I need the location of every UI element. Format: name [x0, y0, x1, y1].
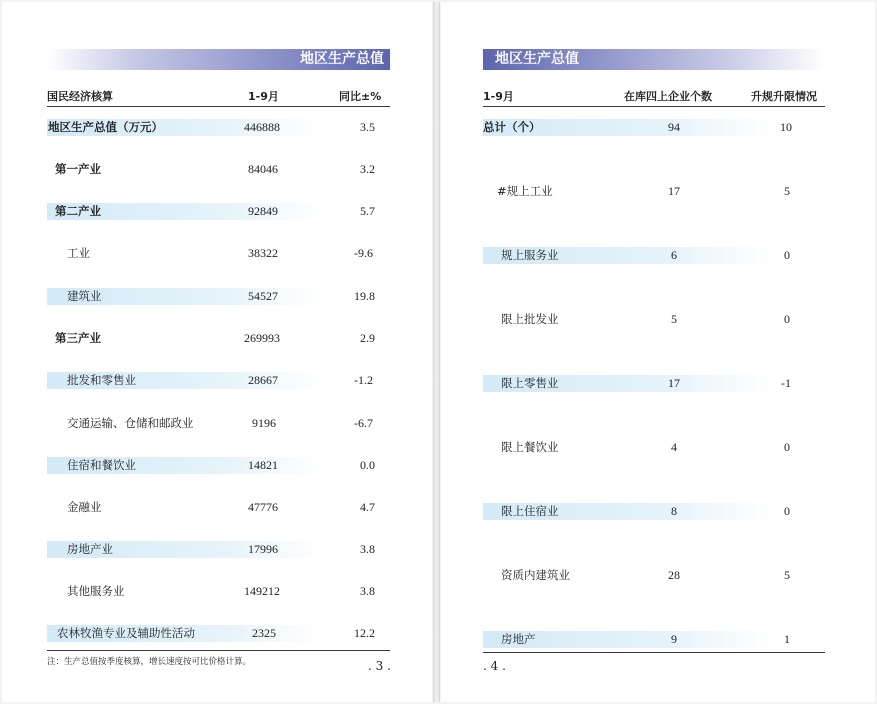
- row-change: 0: [784, 312, 790, 326]
- row-change: 19.8: [354, 289, 375, 303]
- table-row: [47, 415, 390, 432]
- row-label: 建筑业: [67, 289, 102, 303]
- row-value: 94: [668, 120, 680, 134]
- row-change: -1: [781, 376, 791, 390]
- row-value: 92849: [248, 204, 278, 218]
- row-change: 2.9: [360, 331, 375, 345]
- row-value: 5: [671, 312, 677, 326]
- row-value: 47776: [248, 500, 278, 514]
- page-number: . 4 .: [483, 659, 506, 673]
- row-label: 第一产业: [55, 162, 101, 176]
- right-page: [441, 2, 875, 702]
- page-number: . 3 .: [368, 659, 391, 673]
- table-row: [47, 119, 390, 136]
- table-row: [47, 288, 390, 305]
- row-label: 限上零售业: [501, 376, 559, 390]
- table-row: [47, 245, 390, 262]
- table-row: [47, 541, 390, 558]
- row-label: 金融业: [67, 500, 102, 514]
- table-row: [483, 439, 825, 456]
- row-value: 84046: [248, 162, 278, 176]
- left-bottom-rule: [47, 650, 390, 651]
- row-label: 限上批发业: [501, 312, 559, 326]
- table-row: [47, 499, 390, 516]
- table-row: [483, 375, 825, 392]
- row-label: 批发和零售业: [67, 373, 136, 387]
- left-header-period: 1-9月: [248, 90, 279, 103]
- left-page: [2, 2, 432, 702]
- row-value: 17: [668, 376, 680, 390]
- row-label: 限上住宿业: [501, 504, 559, 518]
- row-change: 5: [784, 184, 790, 198]
- row-change: 0: [784, 440, 790, 454]
- row-value: 17: [668, 184, 680, 198]
- row-change: 3.8: [360, 542, 375, 556]
- right-header-enterprise-count: 在库四上企业个数: [624, 90, 712, 103]
- row-value: 269993: [244, 331, 280, 345]
- row-label: 农林牧渔专业及辅助性活动: [57, 626, 195, 640]
- row-change: 12.2: [354, 626, 375, 640]
- row-value: 9: [671, 632, 677, 646]
- table-row: [47, 161, 390, 178]
- row-label: 其他服务业: [67, 584, 125, 598]
- row-value: 446888: [244, 120, 280, 134]
- row-change: 5.7: [360, 204, 375, 218]
- row-change: 0: [784, 504, 790, 518]
- table-row: [483, 183, 825, 200]
- row-change: 3.2: [360, 162, 375, 176]
- row-label: 工业: [67, 246, 90, 260]
- table-row: [483, 503, 825, 520]
- right-banner: [483, 49, 825, 70]
- row-value: 54527: [248, 289, 278, 303]
- row-change: -1.2: [354, 373, 373, 387]
- row-change: 0: [784, 248, 790, 262]
- row-label: 第二产业: [55, 204, 101, 218]
- row-change: 10: [780, 120, 792, 134]
- row-change: 4.7: [360, 500, 375, 514]
- table-row: [47, 330, 390, 347]
- row-value: 8: [671, 504, 677, 518]
- row-label: 房地产: [501, 632, 536, 646]
- row-value: 2325: [252, 626, 276, 640]
- row-change: 3.8: [360, 584, 375, 598]
- row-value: 6: [671, 248, 677, 262]
- row-label: 资质内建筑业: [501, 568, 570, 582]
- row-label: 交通运输、仓储和邮政业: [67, 416, 194, 430]
- row-label: 住宿和餐饮业: [67, 458, 136, 472]
- footnote: 注：生产总值按季度核算，增长速度按可比价格计算。: [47, 657, 252, 667]
- left-header-yoy: 同比±%: [339, 90, 382, 103]
- row-value: 14821: [248, 458, 278, 472]
- row-label: 限上餐饮业: [501, 440, 559, 454]
- row-value: 149212: [244, 584, 280, 598]
- book-spine: [433, 2, 440, 702]
- left-header-category: 国民经济核算: [47, 90, 113, 103]
- right-header-rule: [483, 106, 825, 107]
- table-row: [47, 372, 390, 389]
- row-label: 地区生产总值（万元）: [48, 120, 163, 134]
- row-change: 1: [784, 632, 790, 646]
- table-row: [47, 625, 390, 642]
- table-row: [483, 631, 825, 648]
- table-row: [483, 311, 825, 328]
- right-bottom-rule: [483, 652, 825, 653]
- row-label: 房地产业: [67, 542, 113, 556]
- row-label: 总计（个）: [483, 120, 541, 134]
- row-change: -9.6: [354, 246, 373, 260]
- row-value: 17996: [248, 542, 278, 556]
- right-banner-title: 地区生产总值: [495, 51, 579, 67]
- row-label: 第三产业: [55, 331, 101, 345]
- table-row: [483, 567, 825, 584]
- row-label: #规上工业: [497, 184, 553, 198]
- row-value: 9196: [252, 416, 276, 430]
- row-value: 28: [668, 568, 680, 582]
- row-change: 3.5: [360, 120, 375, 134]
- row-value: 38322: [248, 246, 278, 260]
- row-change: 5: [784, 568, 790, 582]
- left-banner: [47, 49, 390, 70]
- row-change: 0.0: [360, 458, 375, 472]
- table-row: [47, 203, 390, 220]
- table-row: [483, 119, 825, 136]
- table-row: [483, 247, 825, 264]
- row-change: -6.7: [354, 416, 373, 430]
- row-value: 4: [671, 440, 677, 454]
- table-row: [47, 457, 390, 474]
- row-value: 28667: [248, 373, 278, 387]
- row-label: 规上服务业: [501, 248, 559, 262]
- table-row: [47, 583, 390, 600]
- right-header-upgrade-status: 升规升限情况: [751, 90, 817, 103]
- left-banner-title: 地区生产总值: [300, 51, 384, 67]
- right-header-period: 1-9月: [483, 90, 514, 103]
- left-header-rule: [47, 106, 390, 107]
